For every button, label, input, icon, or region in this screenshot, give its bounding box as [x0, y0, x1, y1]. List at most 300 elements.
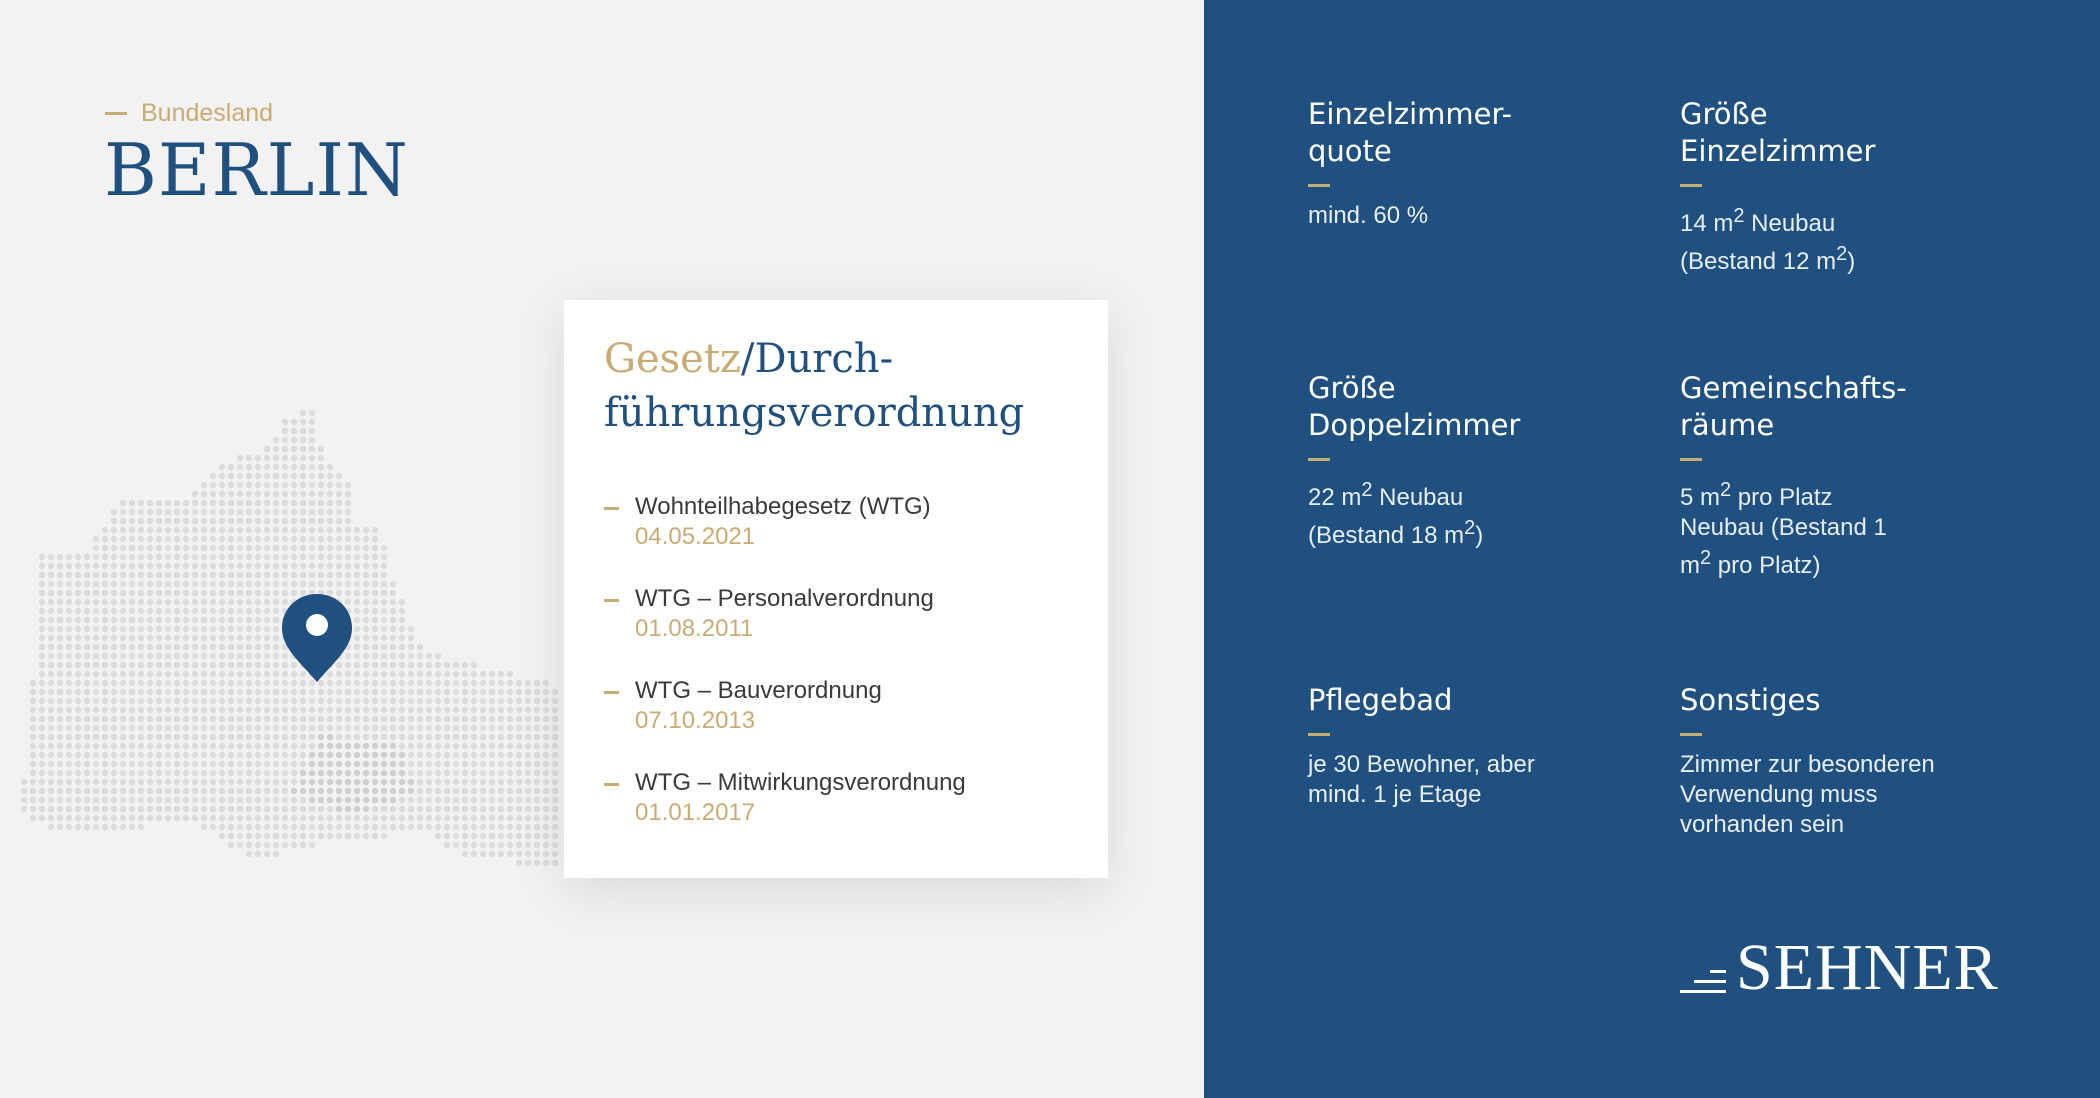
map-dot	[543, 824, 549, 830]
map-dot	[408, 662, 414, 668]
map-dot	[552, 698, 558, 704]
map-dot	[102, 788, 108, 794]
map-dot	[300, 410, 306, 416]
map-dot	[237, 599, 243, 605]
map-dot	[255, 788, 261, 794]
map-dot	[75, 635, 81, 641]
map-dot	[525, 842, 531, 848]
map-dot	[111, 554, 117, 560]
map-dot	[336, 572, 342, 578]
map-dot	[48, 680, 54, 686]
map-dot	[264, 788, 270, 794]
info-sonstiges	[1680, 682, 1990, 840]
map-dot	[327, 743, 333, 749]
map-dot	[129, 509, 135, 515]
map-dot	[381, 554, 387, 560]
map-dot	[363, 590, 369, 596]
map-dot	[489, 788, 495, 794]
map-dot	[498, 752, 504, 758]
map-dot	[201, 617, 207, 623]
map-dot	[102, 590, 108, 596]
map-dot	[237, 572, 243, 578]
superscript: 2	[1700, 547, 1712, 569]
map-dot	[291, 734, 297, 740]
map-dot	[543, 689, 549, 695]
map-dot	[426, 779, 432, 785]
map-dot	[543, 833, 549, 839]
map-dot	[282, 770, 288, 776]
map-dot	[291, 842, 297, 848]
map-dot	[390, 761, 396, 767]
map-dot	[318, 491, 324, 497]
heading-line: Doppelzimmer	[1308, 408, 1521, 442]
map-dot	[309, 482, 315, 488]
map-dot	[309, 842, 315, 848]
map-dot	[318, 554, 324, 560]
map-dot	[525, 806, 531, 812]
map-dot	[354, 572, 360, 578]
map-dot	[345, 482, 351, 488]
map-dot	[165, 563, 171, 569]
map-dot	[552, 851, 558, 857]
text-part: 14 m	[1680, 210, 1734, 237]
map-dot	[372, 743, 378, 749]
map-dot	[48, 824, 54, 830]
map-dot	[345, 491, 351, 497]
map-dot	[462, 842, 468, 848]
map-dot	[318, 797, 324, 803]
map-dot	[237, 464, 243, 470]
map-dot	[462, 743, 468, 749]
map-dot	[291, 464, 297, 470]
map-dot	[102, 572, 108, 578]
map-dot	[39, 788, 45, 794]
map-dot	[426, 734, 432, 740]
map-dot	[111, 734, 117, 740]
map-dot	[318, 743, 324, 749]
map-dot	[66, 806, 72, 812]
map-dot	[363, 716, 369, 722]
map-dot	[84, 617, 90, 623]
map-dot	[489, 752, 495, 758]
map-dot	[156, 707, 162, 713]
map-dot	[264, 716, 270, 722]
map-dot	[66, 608, 72, 614]
map-dot	[462, 752, 468, 758]
map-dot	[543, 698, 549, 704]
map-dot	[543, 743, 549, 749]
map-dot	[381, 671, 387, 677]
map-dot	[192, 806, 198, 812]
map-dot	[516, 860, 522, 866]
map-dot	[156, 572, 162, 578]
map-dot	[246, 761, 252, 767]
map-dot	[471, 734, 477, 740]
map-dot	[264, 779, 270, 785]
map-dot	[192, 752, 198, 758]
map-dot	[372, 788, 378, 794]
map-dot	[300, 527, 306, 533]
map-dot	[345, 572, 351, 578]
map-dot	[246, 518, 252, 524]
map-dot	[507, 716, 513, 722]
map-dot	[237, 482, 243, 488]
map-dot	[246, 662, 252, 668]
map-dot	[489, 716, 495, 722]
map-dot	[399, 644, 405, 650]
map-dot	[102, 680, 108, 686]
map-dot	[210, 500, 216, 506]
map-dot	[525, 743, 531, 749]
map-dot	[39, 644, 45, 650]
map-dot	[192, 653, 198, 659]
map-dot	[138, 500, 144, 506]
map-dot	[300, 770, 306, 776]
map-dot	[273, 581, 279, 587]
map-dot	[327, 500, 333, 506]
map-dot	[192, 761, 198, 767]
map-dot	[552, 797, 558, 803]
map-dot	[507, 707, 513, 713]
map-dot	[534, 788, 540, 794]
map-dot	[138, 599, 144, 605]
text-part: Neubau	[1372, 484, 1464, 511]
map-dot	[165, 689, 171, 695]
map-dot	[147, 734, 153, 740]
map-dot	[381, 770, 387, 776]
map-dot	[363, 671, 369, 677]
map-dot	[39, 662, 45, 668]
map-dot	[30, 752, 36, 758]
map-dot	[93, 806, 99, 812]
map-dot	[219, 536, 225, 542]
map-dot	[165, 572, 171, 578]
map-dot	[390, 608, 396, 614]
map-dot	[327, 689, 333, 695]
map-dot	[219, 644, 225, 650]
map-dot	[273, 635, 279, 641]
map-dot	[102, 599, 108, 605]
map-dot	[291, 779, 297, 785]
map-dot	[102, 725, 108, 731]
map-dot	[453, 752, 459, 758]
map-dot	[534, 761, 540, 767]
map-dot	[255, 824, 261, 830]
map-dot	[291, 806, 297, 812]
map-dot	[219, 590, 225, 596]
map-dot	[228, 491, 234, 497]
map-dot	[273, 626, 279, 632]
map-dot	[408, 698, 414, 704]
map-dot	[264, 662, 270, 668]
map-dot	[282, 464, 288, 470]
map-dot	[147, 644, 153, 650]
map-dot	[345, 518, 351, 524]
map-dot	[39, 653, 45, 659]
map-dot	[75, 653, 81, 659]
info-text	[1680, 750, 1990, 840]
map-dot	[165, 536, 171, 542]
heading-line: Größe	[1308, 371, 1396, 405]
map-dot	[57, 608, 63, 614]
map-dot	[120, 545, 126, 551]
map-dot	[138, 644, 144, 650]
map-dot	[282, 509, 288, 515]
map-dot	[237, 680, 243, 686]
map-dot	[507, 725, 513, 731]
map-dot	[201, 734, 207, 740]
map-dot	[111, 545, 117, 551]
map-dot	[129, 671, 135, 677]
map-dot	[345, 554, 351, 560]
map-dot	[453, 788, 459, 794]
map-dot	[111, 689, 117, 695]
map-dot	[120, 761, 126, 767]
map-dot	[363, 644, 369, 650]
map-dot	[120, 536, 126, 542]
map-dot	[291, 554, 297, 560]
map-dot	[318, 464, 324, 470]
map-dot	[345, 545, 351, 551]
map-dot	[309, 707, 315, 713]
map-dot	[264, 464, 270, 470]
map-dot	[309, 689, 315, 695]
map-dot	[201, 626, 207, 632]
map-dot	[66, 581, 72, 587]
map-dot	[462, 761, 468, 767]
map-dot	[300, 482, 306, 488]
superscript: 2	[1361, 479, 1373, 501]
info-gemeinschaftsraeume	[1680, 370, 1990, 581]
map-dot	[282, 419, 288, 425]
map-dot	[309, 806, 315, 812]
map-dot	[345, 752, 351, 758]
map-dot	[102, 608, 108, 614]
map-dot	[120, 626, 126, 632]
map-dot	[435, 833, 441, 839]
map-dot	[84, 581, 90, 587]
map-dot	[30, 779, 36, 785]
map-dot	[228, 662, 234, 668]
map-dot	[201, 761, 207, 767]
map-dot	[183, 662, 189, 668]
map-dot	[165, 626, 171, 632]
map-dot	[174, 770, 180, 776]
map-dot	[345, 716, 351, 722]
map-dot	[39, 680, 45, 686]
map-dot	[363, 707, 369, 713]
map-dot	[516, 770, 522, 776]
map-dot	[165, 599, 171, 605]
map-dot	[282, 500, 288, 506]
map-dot	[201, 680, 207, 686]
map-dot	[192, 815, 198, 821]
map-dot	[435, 698, 441, 704]
map-dot	[66, 653, 72, 659]
map-dot	[480, 689, 486, 695]
map-dot	[417, 779, 423, 785]
map-dot	[363, 626, 369, 632]
map-dot	[237, 581, 243, 587]
map-dot	[102, 752, 108, 758]
map-dot	[210, 572, 216, 578]
map-dot	[273, 464, 279, 470]
map-dot	[291, 545, 297, 551]
map-dot	[318, 572, 324, 578]
map-dot	[363, 752, 369, 758]
map-dot	[129, 644, 135, 650]
map-dot	[489, 806, 495, 812]
map-dot	[201, 743, 207, 749]
map-dot	[219, 581, 225, 587]
map-dot	[111, 824, 117, 830]
map-dot	[174, 788, 180, 794]
law-name: WTG – Personalverordnung	[635, 585, 934, 612]
map-dot	[264, 698, 270, 704]
map-dot	[147, 527, 153, 533]
map-dot	[444, 716, 450, 722]
map-dot	[93, 725, 99, 731]
text-line: mind. 60 %	[1308, 202, 1429, 229]
map-dot	[273, 788, 279, 794]
map-dot	[219, 752, 225, 758]
map-dot	[552, 743, 558, 749]
map-dot	[354, 770, 360, 776]
map-dot	[273, 680, 279, 686]
map-dot	[174, 806, 180, 812]
map-dot	[246, 815, 252, 821]
map-dot	[48, 608, 54, 614]
map-dot	[453, 689, 459, 695]
map-dot	[219, 464, 225, 470]
map-dot	[309, 527, 315, 533]
map-dot	[201, 752, 207, 758]
map-dot	[264, 554, 270, 560]
map-dot	[489, 734, 495, 740]
map-dot	[390, 770, 396, 776]
map-dot	[111, 662, 117, 668]
map-dot	[219, 779, 225, 785]
map-dot	[426, 653, 432, 659]
map-dot	[444, 707, 450, 713]
map-dot	[183, 608, 189, 614]
map-dot	[327, 770, 333, 776]
map-dot	[228, 752, 234, 758]
map-dot	[264, 833, 270, 839]
map-dot	[552, 734, 558, 740]
map-dot	[282, 716, 288, 722]
map-dot	[111, 698, 117, 704]
info-heading	[1680, 370, 1990, 444]
map-dot	[48, 725, 54, 731]
map-dot	[183, 626, 189, 632]
map-dot	[57, 716, 63, 722]
map-dot	[48, 644, 54, 650]
map-dot	[552, 716, 558, 722]
map-dot	[300, 842, 306, 848]
map-dot	[255, 518, 261, 524]
map-dot	[273, 554, 279, 560]
map-dot	[102, 779, 108, 785]
map-dot	[300, 833, 306, 839]
map-dot	[120, 635, 126, 641]
map-dot	[552, 860, 558, 866]
map-dot	[192, 716, 198, 722]
card-title-rest: /Durch-	[740, 336, 894, 382]
map-dot	[282, 806, 288, 812]
map-dot	[120, 689, 126, 695]
map-dot	[219, 770, 225, 776]
map-dot	[102, 554, 108, 560]
map-dot	[183, 797, 189, 803]
map-dot	[57, 680, 63, 686]
map-dot	[444, 833, 450, 839]
map-dot	[273, 671, 279, 677]
map-dot	[48, 671, 54, 677]
map-dot	[75, 689, 81, 695]
map-dot	[336, 779, 342, 785]
map-dot	[291, 437, 297, 443]
map-dot	[165, 698, 171, 704]
map-dot	[426, 788, 432, 794]
map-dot	[336, 716, 342, 722]
map-dot	[246, 824, 252, 830]
map-dot	[354, 644, 360, 650]
map-dot	[174, 734, 180, 740]
map-dot	[291, 482, 297, 488]
law-list	[604, 492, 966, 860]
map-dot	[219, 572, 225, 578]
map-dot	[426, 815, 432, 821]
map-dot	[237, 554, 243, 560]
map-dot	[507, 698, 513, 704]
map-dot	[372, 806, 378, 812]
map-dot	[489, 761, 495, 767]
map-dot	[471, 689, 477, 695]
superscript: 2	[1720, 479, 1732, 501]
map-dot	[534, 833, 540, 839]
map-dot	[435, 788, 441, 794]
map-dot	[381, 608, 387, 614]
map-dot	[282, 824, 288, 830]
map-dot	[507, 779, 513, 785]
map-dot	[426, 770, 432, 776]
map-dot	[147, 779, 153, 785]
map-dot	[156, 698, 162, 704]
map-dot	[48, 653, 54, 659]
map-dot	[219, 824, 225, 830]
map-dot	[228, 707, 234, 713]
map-dot	[102, 626, 108, 632]
map-dot	[327, 725, 333, 731]
map-dot	[183, 779, 189, 785]
map-dot	[435, 662, 441, 668]
map-dot	[516, 698, 522, 704]
map-dot	[399, 752, 405, 758]
map-dot	[300, 689, 306, 695]
map-dot	[183, 590, 189, 596]
map-dot	[147, 563, 153, 569]
map-dot	[318, 779, 324, 785]
map-dot	[345, 761, 351, 767]
map-dot	[354, 806, 360, 812]
map-dot	[336, 491, 342, 497]
map-dot	[75, 608, 81, 614]
map-dot	[552, 806, 558, 812]
map-dot	[264, 680, 270, 686]
map-dot	[156, 554, 162, 560]
map-dot	[444, 689, 450, 695]
